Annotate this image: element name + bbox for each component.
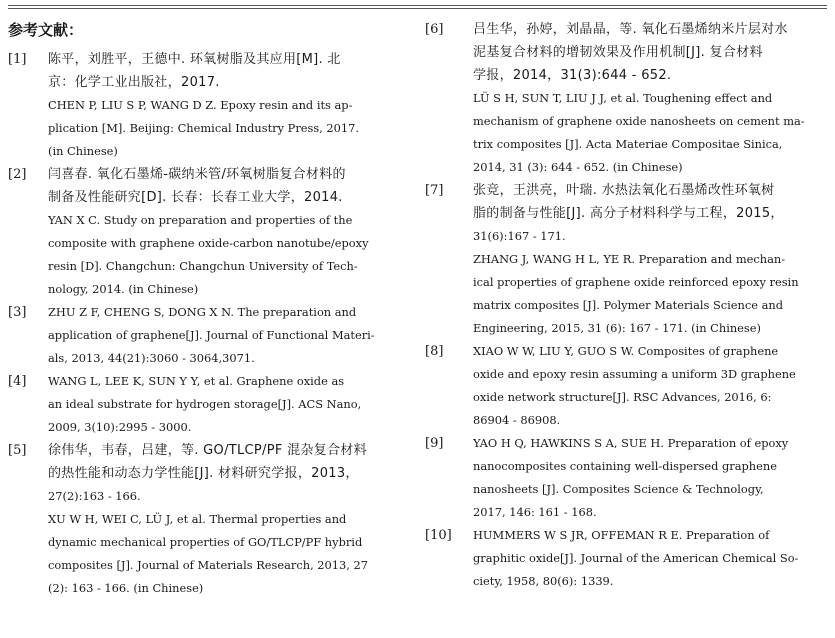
- reference-line: nanosheets [J]. Composites Science & Technology,: [473, 482, 764, 496]
- reference-line: resin [D]. Changchun: Changchun University of Tech-: [48, 259, 358, 273]
- reference-line: 闫喜春. 氧化石墨烯-碳纳米管/环氧树脂复合材料的: [48, 167, 346, 182]
- right-column: [425, 18, 825, 593]
- reference-line: Engineering, 2015, 31 (6): 167 - 171. (in Chinese): [473, 321, 761, 335]
- reference-line: CHEN P, LIU S P, WANG D Z. Epoxy resin and its ap-: [48, 98, 353, 112]
- reference-line: ZHU Z F, CHENG S, DONG X N. The preparation and: [48, 305, 357, 319]
- reference-entry: [8, 439, 402, 600]
- reference-line: plication [M]. Beijing: Chemical Industry Press, 2017.: [48, 121, 360, 135]
- reference-line: 张竞，王洪亮，叶瑞. 水热法氧化石墨烯改性环氧树: [473, 183, 775, 198]
- left-reference-list: [8, 48, 402, 600]
- reference-entry: [8, 370, 402, 439]
- reference-number: [2]: [8, 167, 27, 182]
- reference-number: [3]: [8, 305, 27, 320]
- reference-entry: [425, 432, 825, 524]
- reference-line: 脂的制备与性能[J]. 高分子材料科学与工程，2015，: [473, 206, 784, 221]
- top-rule: [8, 5, 827, 6]
- reference-line: ciety, 1958, 80(6): 1339.: [473, 574, 614, 588]
- reference-line: matrix composites [J]. Polymer Materials Science and: [473, 298, 784, 312]
- top-rule-secondary: [8, 8, 827, 9]
- reference-number: [5]: [8, 443, 27, 458]
- reference-entry: [8, 301, 402, 370]
- reference-line: 2014, 31 (3): 644 - 652. (in Chinese): [473, 160, 683, 174]
- reference-line: XIAO W W, LIU Y, GUO S W. Composites of graphene: [473, 344, 779, 358]
- reference-number: [9]: [425, 436, 444, 451]
- reference-line: nology, 2014. (in Chinese): [48, 282, 199, 296]
- reference-number: [4]: [8, 374, 27, 389]
- reference-line: composite with graphene oxide-carbon nanotube/epoxy: [48, 236, 369, 250]
- reference-entry: [8, 163, 402, 301]
- reference-line: als, 2013, 44(21):3060 - 3064,3071.: [48, 351, 255, 365]
- reference-number: [1]: [8, 52, 27, 67]
- reference-line: ZHANG J, WANG H L, YE R. Preparation and mechan-: [473, 252, 786, 266]
- reference-line: 86904 - 86908.: [473, 413, 561, 427]
- reference-number: [10]: [425, 528, 452, 543]
- reference-line: 27(2):163 - 166.: [48, 489, 141, 503]
- reference-line: 吕生华，孙婷，刘晶晶，等. 氧化石墨烯纳米片层对水: [473, 22, 788, 37]
- reference-line: composites [J]. Journal of Materials Research, 2013, 27: [48, 558, 369, 572]
- reference-line: (in Chinese): [48, 144, 118, 158]
- reference-line: 泥基复合材料的增韧效果及作用机制[J]. 复合材料: [473, 45, 763, 60]
- reference-line: ical properties of graphene oxide reinforced epoxy resin: [473, 275, 799, 289]
- reference-number: [6]: [425, 22, 444, 37]
- reference-line: 学报，2014，31(3):644 - 652.: [473, 68, 672, 83]
- left-column: [8, 18, 402, 600]
- reference-line: 京：化学工业出版社，2017.: [48, 75, 220, 90]
- reference-line: graphitic oxide[J]. Journal of the American Chemical So-: [473, 551, 799, 565]
- reference-number: [8]: [425, 344, 444, 359]
- reference-line: an ideal substrate for hydrogen storage[J]. ACS Nano,: [48, 397, 362, 411]
- reference-line: 徐伟华，韦春，吕建，等. GO/TLCP/PF 混杂复合材料: [48, 443, 367, 458]
- reference-line: 的热性能和动态力学性能[J]. 材料研究学报，2013，: [48, 466, 359, 481]
- reference-line: 31(6):167 - 171.: [473, 229, 566, 243]
- reference-line: LÜ S H, SUN T, LIU J J, et al. Toughening effect and: [473, 91, 773, 105]
- reference-line: mechanism of graphene oxide nanosheets on cement ma-: [473, 114, 805, 128]
- reference-line: XU W H, WEI C, LÜ J, et al. Thermal properties and: [48, 512, 347, 526]
- reference-line: 制备及性能研究[D]. 长春：长春工业大学，2014.: [48, 190, 343, 205]
- reference-line: YAO H Q, HAWKINS S A, SUE H. Preparation of epoxy: [473, 436, 789, 450]
- reference-line: 陈平，刘胜平，王德中. 环氧树脂及其应用[M]. 北: [48, 52, 341, 67]
- reference-entry: [8, 48, 402, 163]
- reference-line: HUMMERS W S JR, OFFEMAN R E. Preparation of: [473, 528, 770, 542]
- references-heading: 参考文献：: [8, 21, 84, 39]
- reference-line: 2017, 146: 161 - 168.: [473, 505, 597, 519]
- right-reference-list: [425, 18, 825, 593]
- reference-entry: [425, 340, 825, 432]
- reference-line: (2): 163 - 166. (in Chinese): [48, 581, 204, 595]
- reference-line: YAN X C. Study on preparation and properties of the: [48, 213, 353, 227]
- reference-line: 2009, 3(10):2995 - 3000.: [48, 420, 192, 434]
- reference-line: application of graphene[J]. Journal of Functional Materi-: [48, 328, 375, 342]
- reference-line: oxide network structure[J]. RSC Advances, 2016, 6:: [473, 390, 772, 404]
- reference-entry: [425, 179, 825, 340]
- reference-line: dynamic mechanical properties of GO/TLCP/PF hybrid: [48, 535, 363, 549]
- reference-entry: [425, 524, 825, 593]
- reference-line: nanocomposites containing well-dispersed graphene: [473, 459, 777, 473]
- reference-line: WANG L, LEE K, SUN Y Y, et al. Graphene oxide as: [48, 374, 345, 388]
- reference-number: [7]: [425, 183, 444, 198]
- reference-line: oxide and epoxy resin assuming a uniform 3D graphene: [473, 367, 796, 381]
- reference-entry: [425, 18, 825, 179]
- reference-line: trix composites [J]. Acta Materiae Compositae Sinica,: [473, 137, 783, 151]
